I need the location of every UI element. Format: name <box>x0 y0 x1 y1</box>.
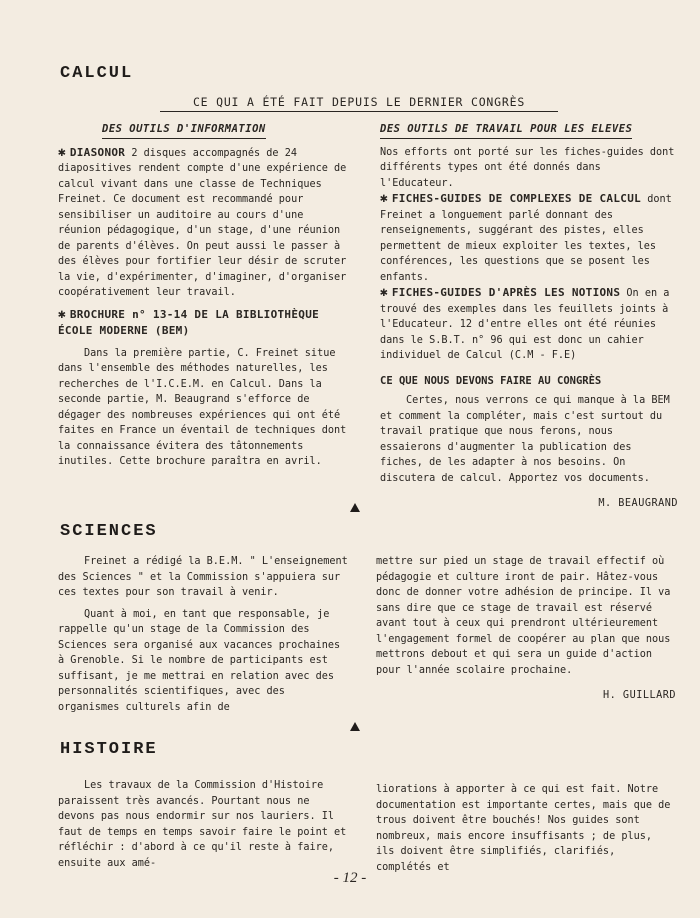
sciences-left-p2: Quant à moi, en tant que responsable, je rappelle qu'un stage de la Commission des Sciences sera organisé aux vacances prochaines à Grenoble. Si le nombre de participants est suffisant, je me mettrai en relation avec des personnalités scientifiques, avec des organismes culturels afin de <box>58 608 341 713</box>
sciences-right-column <box>376 554 676 704</box>
fiches-notions-paragraph <box>380 285 678 364</box>
fiches-notions-text: On en a trouvé des exemples dans les feuillets joints à l'Educateur. 12 d'entre elles ont été réunies dans le S.B.T. n° 96 qui est donc un cahier individuel de Calcul (C.M - F.E) <box>380 288 670 361</box>
section-divider-triangle-icon <box>350 503 360 512</box>
right-intro: Nos efforts ont porté sur les fiches-guides dont différents types ont été donnés dans l'Educateur. <box>380 146 675 189</box>
diasonor-paragraph <box>58 145 348 301</box>
section-title-histoire: HISTOIRE <box>60 740 158 759</box>
section-divider-triangle-icon <box>350 722 360 731</box>
diasonor-text: 2 disques accompagnés de 24 diapositives rendent compte d'une expérience de calcul vivant dans une classe de Techniques Freinet. Ce document est recommandé pour sensibiliser un auditoire au cours d'une réunion pédagogique, d'un stage, d'une réunion de parents d'élèves. On peut aussi le passer à des élèves pour fortifier leur désir de scruter la vie, d'expérimenter, d'imaginer, d'organiser coopérativement leur travail. <box>58 147 347 298</box>
page-number: - 12 - <box>333 870 367 886</box>
asterisk-icon: ✱ <box>58 306 66 322</box>
asterisk-icon: ✱ <box>380 191 388 206</box>
section-title-sciences: SCIENCES <box>60 522 158 541</box>
fiches-complexes-paragraph <box>380 191 678 285</box>
sciences-right-text: mettre sur pied un stage de travail effectif où pédagogie et culture iront de pair. Hâtez-vous donc de donner votre adhésion de principe. Il va sans dire que ce stage de travail est réservé avant tout à ceux qui prendront ultérieurement l'engagement formel de coopérer au plan que nous mettrons debout et qui sera un guide d'action pour l'année scolaire prochaine. <box>376 556 671 676</box>
congres-subheading: CE QUE NOUS DEVONS FAIRE AU CONGRÈS <box>380 374 602 387</box>
sciences-left-p1: Freinet a rédigé la B.E.M. " L'enseignement des Sciences " et la Commission s'appuiera sur ces textes pour son travail à venir. <box>58 556 348 598</box>
histoire-right-text: liorations à apporter à ce qui est fait. Notre documentation est importante certes, mais que de trous doivent être bouchés! Nos guides sont nombreux, mais encore insuffisants ; de plus, ils doivent être simplifiés, clarifiés, complétés et <box>376 784 671 873</box>
diasonor-title: DIASONOR <box>69 145 126 159</box>
brochure-text: Dans la première partie, C. Freinet situe dans l'ensemble des méthodes naturelles, les recherches de l'I.C.E.M. en Calcul. Dans la seconde partie, M. Beaugrand s'efforce de dégager des nombreuses expériences qui ont été faites en France un éventail de techniques dont la connaissance évitera des tâtonnements inutiles. Cette brochure paraîtra en avril. <box>58 347 347 467</box>
brochure-title-line <box>58 307 348 340</box>
congres-text: Certes, nous verrons ce qui manque à la BEM et comment la compléter, mais c'est surtout du travail pratique que nous ferons, nous essaierons d'augmenter la publication des fiches, de les adapter à nos besoins. On discutera de calcul. Apportez vos documents. <box>380 395 670 484</box>
calcul-right-column <box>380 122 678 512</box>
signature-beaugrand: M. BEAUGRAND <box>598 498 678 509</box>
histoire-right-column <box>376 782 676 875</box>
section-title-calcul: CALCUL <box>60 64 134 83</box>
signature-guillard: H. GUILLARD <box>603 690 676 701</box>
brochure-title: BROCHURE n° 13-14 DE LA BIBLIOTHÈQUE ÉCOLE MODERNE (BEM) <box>58 307 320 337</box>
asterisk-icon: ✱ <box>58 144 66 160</box>
fiches-complexes-title: FICHES-GUIDES DE COMPLEXES DE CALCUL <box>391 192 642 205</box>
histoire-left-column <box>58 778 348 871</box>
fiches-complexes-text: dont Freinet a longuement parlé donnant des renseignements, suggérant des pistes, elles permettent de mieux exploiter les textes, les conférences, les questions que se posent les enfants. <box>380 194 672 283</box>
right-column-heading: DES OUTILS DE TRAVAIL POUR LES ELEVES <box>380 122 632 139</box>
asterisk-icon: ✱ <box>380 285 388 300</box>
histoire-left-text: Les travaux de la Commission d'Histoire paraissent très avancés. Pourtant nous ne devons pas nous endormir sur nos lauriers. Il faut de temps en temps savoir faire le point et réfléchir : d'abord à ce qu'il reste à faire, ensuite aux amé- <box>58 780 347 869</box>
calcul-banner: CE QUI A ÉTÉ FAIT DEPUIS LE DERNIER CONGRÈS <box>160 95 558 112</box>
calcul-left-column <box>58 122 348 470</box>
left-column-heading: DES OUTILS D'INFORMATION <box>102 122 266 139</box>
sciences-left-column <box>58 554 348 715</box>
fiches-notions-title: FICHES-GUIDES D'APRÈS LES NOTIONS <box>391 286 621 299</box>
